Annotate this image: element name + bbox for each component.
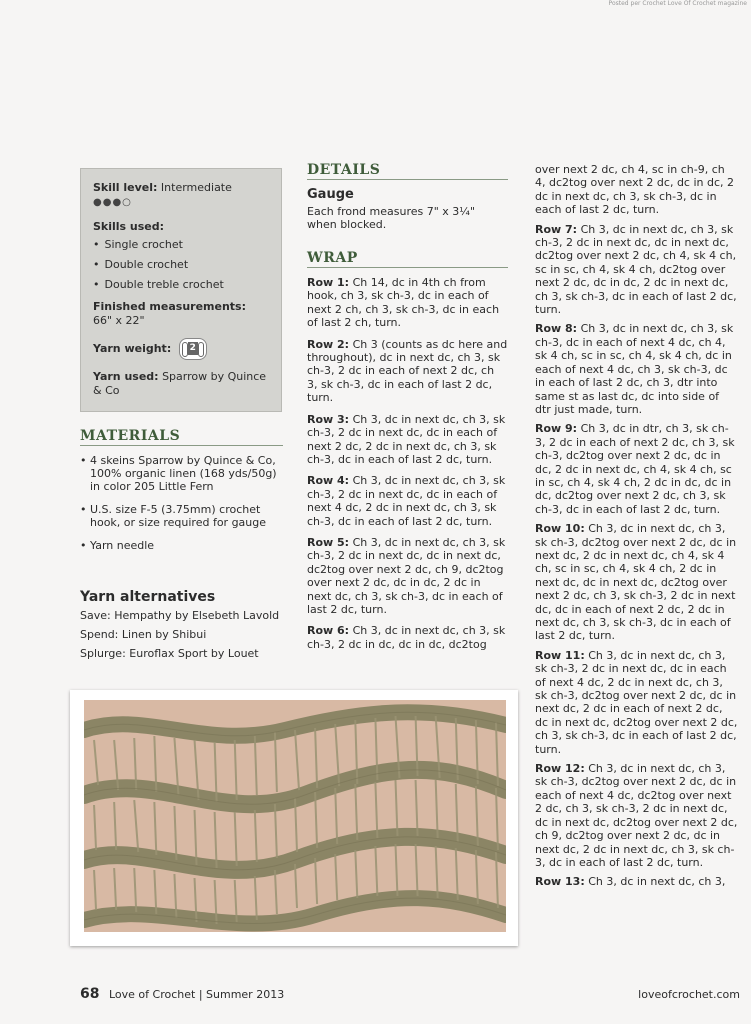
row-label: Row 1: [307,276,350,290]
skill-item: • Single crochet [93,238,271,252]
lace-photo [70,690,518,946]
row-label: Row 8: [535,322,578,336]
row-text: Ch 3, dc in next dc, ch 3, [588,875,726,889]
row-instruction [535,522,738,643]
yarn-alternatives-section [80,587,290,663]
row-instruction [535,762,738,869]
row-text: Ch 14, dc in 4th ch from hook, ch 3, sk ch-3, dc in each of next 2 ch, ch 3, sk ch-3, dc in each of last 2 ch, turn. [307,276,500,330]
row-label: Row 12: [535,762,585,776]
page-footer [80,986,740,1002]
row-instruction [307,474,508,528]
row-instruction [307,536,508,616]
yarn-alternatives-heading: Yarn alternatives [80,589,216,605]
row-label: Row 11: [535,648,585,662]
materials-list [80,454,283,552]
material-item: • Yarn needle [80,539,283,552]
alternative-line: Spend: Linen by Shibui [80,628,207,641]
skill-level-value: Intermediate [160,181,232,194]
yarn-used-value: Sparrow by Quince & Co [93,370,267,397]
skill-level-dots-icon: ●●●○ [93,197,132,208]
wrap-heading: WRAP [307,252,508,268]
row-text: Ch 3, dc in next dc, ch 3, sk ch-3, 2 dc in next dc, dc in next dc, dc2tog over next 2 dc, ch 4, sk 4 ch, sc in sc, ch 4, sk 4 ch, dc2tog over next 2 dc, dc in dc, 2 dc in next dc, ch 3, sk ch-3, dc in each of last 2 dc, turn. [535,222,737,317]
yarn-used-label: Yarn used: [93,370,159,383]
row-text: Ch 3, dc in next dc, ch 3, sk ch-3, 2 dc in next dc, dc in next dc, dc2tog over next 2 dc, ch 9, dc2tog over next 2 dc, dc in dc, 2 dc in next dc, ch 3, sk ch-3, dc in each of last 2 dc, turn. [307,535,506,616]
lace-pattern-image [84,700,506,932]
skills-list [93,238,271,292]
top-note: Posted per Crochet Love Of Crochet magazine [608,0,747,7]
details-heading: DETAILS [307,164,508,180]
row-instruction [535,875,738,888]
row-instruction [535,649,738,756]
yarn-weight [93,338,271,360]
row-label: Row 7: [535,222,578,236]
row-label: Row 6: [307,624,350,638]
magazine-title: Love of Crochet [108,988,196,1001]
row-text: Ch 3, dc in next dc, ch 3, sk ch-3, dc2tog over next 2 dc, dc in next dc, 2 dc in next dc, ch 4, sk 4 ch, sc in sc, ch 4, sk 4 ch, 2 dc in next dc, dc in next dc, dc2tog over next 2 dc, ch 3, sk ch-3, 2 dc in next dc, dc in each of next 2 dc, 2 dc in next dc, ch 3, sk ch-3, dc in each of last 2 dc, turn. [535,522,737,643]
page-number: 68 [80,986,100,1002]
row-text: Ch 3, dc in next dc, ch 3, sk ch-3, 2 dc in next dc, dc in each of next 4 dc, 2 dc in next dc, ch 3, sk ch-3, dc2tog over next 2 dc, dc in next dc, 2 dc in each of next 2 dc, dc in next dc, dc2tog over next 2 dc, ch 3, sk ch-3, dc in each of last 2 dc, turn. [535,648,738,756]
instructions-column-3 [535,163,738,895]
row-label: Row 13: [535,875,585,889]
row-instruction [307,624,508,651]
row-label: Row 10: [535,522,585,536]
row-text: Ch 3, dc in next dc, ch 3, sk ch-3, 2 dc in next dc, dc in each of next 2 dc, 2 dc in next dc, ch 3, sk ch-3, dc in each of last 2 dc, turn. [307,412,506,466]
row-label: Row 9: [535,422,578,436]
materials-heading: MATERIALS [80,430,283,446]
issue-label: | Summer 2013 [198,988,285,1001]
row-label: Row 5: [307,535,350,549]
skill-item: • Double treble crochet [93,278,271,292]
row-text: Ch 3 (counts as dc here and throughout), dc in next dc, ch 3, sk ch-3, 2 dc in each of next 2 dc, ch 3, sk ch-3, dc in each of last 2 dc, turn. [307,337,508,405]
row-label: Row 3: [307,412,350,426]
finished-measurements-label: Finished measurements: [93,300,246,313]
row-text: Ch 3, dc in next dc, ch 3, sk ch-3, dc in each of next 4 dc, ch 4, sk 4 ch, sc in sc, ch 4, sk 4 ch, dc in each of next 4 dc, ch 3, sk ch-3, dc in each of last 2 dc, ch 3, dtr into same st as last dc, dc into side of dtr just made, turn. [535,322,734,416]
alternative-line: Save: Hempathy by Elsebeth Lavold [80,609,280,622]
row-text: Ch 3, dc in next dc, ch 3, sk ch-3, 2 dc in next dc, dc in each of next 4 dc, 2 dc in next dc, ch 3, sk ch-3, dc in each of last 2 dc, turn. [307,474,506,528]
row-instruction [535,223,738,317]
site-url: loveofcrochet.com [638,988,740,1001]
gauge-text: Each frond measures 7" x 3¼" when blocked. [307,204,476,232]
row-text: Ch 3, dc in next dc, ch 3, sk ch-3, 2 dc in dc, dc in dc, dc2tog [307,624,506,651]
yarn-weight-value: 2 [189,343,196,353]
yarn-weight-label: Yarn weight: [93,342,172,355]
skill-level [93,181,271,210]
row-instruction [307,276,508,330]
alternative-line: Splurge: Euroflax Sport by Louet [80,647,259,660]
row-label: Row 4: [307,474,350,488]
row-instruction [535,422,738,516]
row-label: Row 2: [307,337,350,351]
row-instruction [307,413,508,467]
skill-item: • Double crochet [93,258,271,272]
skills-used-label: Skills used: [93,220,165,233]
skill-info-box [80,168,282,412]
row-instruction [535,322,738,416]
yarn-used [93,370,271,398]
row-instruction [307,338,508,405]
material-item: • 4 skeins Sparrow by Quince & Co, 100% organic linen (168 yds/50g) in color 205 Little Fern [80,454,283,493]
skill-level-label: Skill level: [93,181,158,194]
gauge-heading: Gauge [307,187,354,203]
materials-section [80,430,283,562]
finished-measurements-value: 66" x 22" [93,314,145,327]
instructions-column-2 [307,164,508,659]
row-continuation: over next 2 dc, ch 4, sc in ch-9, ch 4, dc2tog over next 2 dc, dc in dc, 2 dc in next dc, ch 3, sk ch-3, dc in each of last 2 dc, turn. [535,163,735,217]
row-text: Ch 3, dc in dtr, ch 3, sk ch-3, 2 dc in each of next 2 dc, ch 3, sk ch-3, dc2tog over next 2 dc, dc in dc, 2 dc in next dc, ch 4, sk 4 ch, sc in sc, ch 4, sk 4 ch, 2 dc in dc, dc in dc, dc2tog over next 2 dc, ch 3, sk ch-3, dc in each of last 2 dc, turn. [535,422,735,516]
material-item: • U.S. size F-5 (3.75mm) crochet hook, or size required for gauge [80,503,283,529]
row-text: Ch 3, dc in next dc, ch 3, sk ch-3, dc2tog over next 2 dc, dc in each of next 4 dc, dc2tog over next 2 dc, ch 3, sk ch-3, 2 dc in next dc, dc in next dc, dc2tog over next 2 dc, ch 9, dc2tog over next 2 dc, dc in next dc, 2 dc in next dc, ch 3, sk ch-3, dc in each of last 2 dc, turn. [535,762,738,869]
yarn-weight-icon [179,338,207,360]
